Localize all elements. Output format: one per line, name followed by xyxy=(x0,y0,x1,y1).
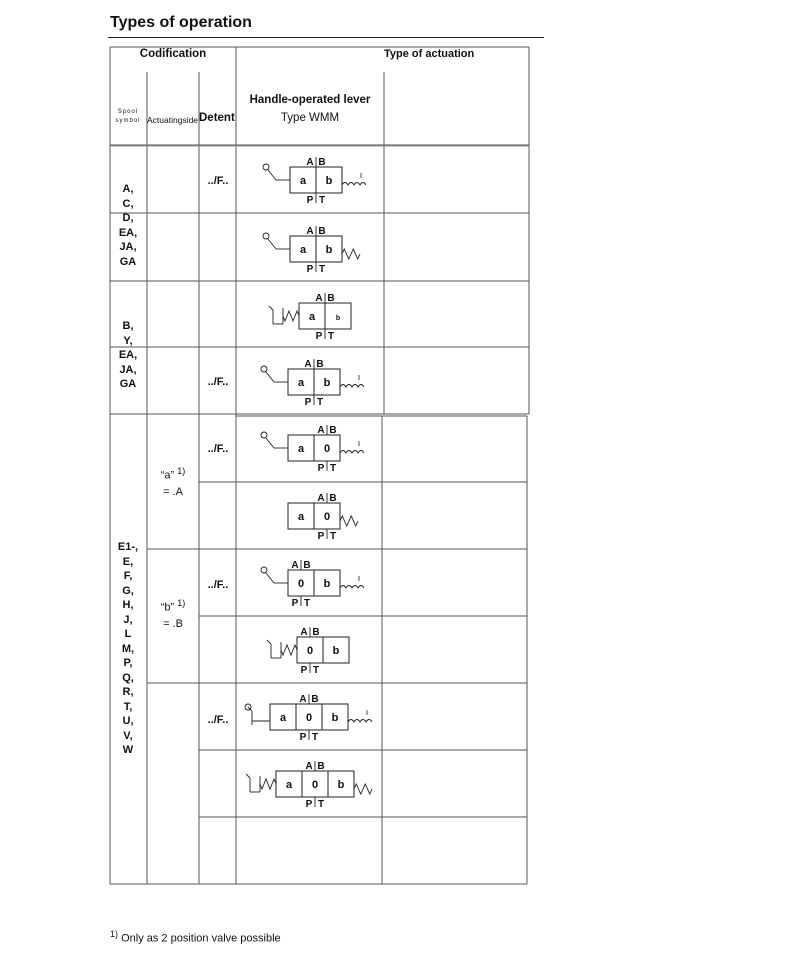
spring-icon xyxy=(342,249,360,259)
port-p: P xyxy=(317,463,325,474)
valve-symbol-1 xyxy=(263,157,366,206)
spool-symbol: JA, xyxy=(119,241,137,253)
footnote xyxy=(110,929,281,945)
port-a: A xyxy=(291,560,299,571)
spool-symbol: M, xyxy=(121,642,135,655)
port-t: T xyxy=(316,397,324,408)
port-t: T xyxy=(318,264,326,275)
side-b-footnote-mark: 1) xyxy=(177,598,186,608)
port-t: T xyxy=(318,195,326,206)
spring-icon xyxy=(340,516,358,526)
port-b: B xyxy=(311,694,319,705)
port-t: T xyxy=(303,598,311,609)
valve-cell-label: a xyxy=(299,244,307,256)
spool-symbol: P, xyxy=(123,657,133,669)
lever-column-type: Type WMM xyxy=(280,112,340,124)
lever-knob-icon xyxy=(263,233,269,239)
port-t: T xyxy=(311,732,319,743)
footnote-text: Only as 2 position valve possible xyxy=(121,932,281,945)
type-of-actuation-header: Type of actuation xyxy=(384,48,475,60)
port-p: P xyxy=(315,331,323,342)
valve-cell-label: a xyxy=(299,175,307,187)
detent-icon xyxy=(340,451,364,454)
side-a-footnote-mark: 1) xyxy=(177,466,186,476)
actuating-side-header: Actuatingside xyxy=(147,115,199,125)
valve-cell-label: 0 xyxy=(323,443,331,455)
spool-symbol-header: Spool symbol xyxy=(115,109,141,124)
port-p: P xyxy=(299,732,307,743)
spool-symbol: H, xyxy=(122,599,134,611)
valve-symbol-4 xyxy=(261,359,364,408)
detent-row-9: ../F.. xyxy=(207,714,229,726)
lever-knob-icon xyxy=(261,567,267,573)
valve-symbol-3 xyxy=(269,293,351,342)
valve-cell-label: a xyxy=(308,311,316,323)
spring-icon xyxy=(281,645,297,655)
valve-symbol-10 xyxy=(246,761,372,810)
valve-symbol-8 xyxy=(267,627,349,676)
port-a: A xyxy=(305,761,313,772)
spool-symbol: T, xyxy=(123,700,133,713)
side-b-code: = .B xyxy=(163,617,183,630)
spool-symbol: Q, xyxy=(122,671,134,684)
port-t: T xyxy=(317,799,325,810)
valve-cell-label: 0 xyxy=(305,712,313,724)
side-b-label: “b” xyxy=(160,601,175,614)
valve-symbol-7 xyxy=(261,560,364,609)
spool-symbol: R, xyxy=(122,686,134,698)
port-p: P xyxy=(317,531,325,542)
valve-cell-label: 0 xyxy=(311,779,319,791)
port-b: B xyxy=(303,560,311,571)
detent-row-4: ../F.. xyxy=(207,376,229,388)
port-t: T xyxy=(329,531,337,542)
port-a: A xyxy=(304,359,312,370)
port-a: A xyxy=(300,627,308,638)
port-b: B xyxy=(317,761,325,772)
spool-symbol: EA, xyxy=(118,349,138,361)
spring-icon xyxy=(354,784,372,794)
valve-cell-label: a xyxy=(297,443,305,455)
valve-cell-label: 0 xyxy=(297,578,305,590)
valve-symbol-5 xyxy=(261,425,364,474)
valve-cell-label: b xyxy=(331,712,339,724)
spool-symbol: U, xyxy=(122,715,134,727)
port-b: B xyxy=(312,627,320,638)
valve-cell-label: b xyxy=(325,175,333,187)
spool-symbol: F, xyxy=(123,570,133,582)
port-p: P xyxy=(306,264,314,275)
valve-cell-label: a xyxy=(297,511,305,523)
detent-row-5: ../F.. xyxy=(207,443,229,455)
detent-icon xyxy=(340,385,364,388)
port-a: A xyxy=(317,493,325,504)
spool-symbol: EA, xyxy=(118,226,138,239)
detent-header: Detent xyxy=(199,112,235,124)
spool-symbol: D, xyxy=(122,212,134,224)
detent-icon xyxy=(340,586,364,589)
port-b: B xyxy=(329,425,337,436)
port-b: B xyxy=(329,493,337,504)
detent-row-7: ../F.. xyxy=(207,579,229,591)
valve-cell-label: b xyxy=(335,315,341,322)
spool-symbol: W xyxy=(122,744,134,756)
port-a: A xyxy=(299,694,307,705)
spring-icon xyxy=(260,779,276,789)
spool-symbol: V, xyxy=(123,729,133,742)
valve-cell-label: b xyxy=(337,779,345,791)
port-b: B xyxy=(327,293,335,304)
port-p: P xyxy=(306,195,314,206)
valve-symbol-2 xyxy=(263,226,360,275)
side-a-label: “a” xyxy=(160,469,175,482)
port-p: P xyxy=(304,397,312,408)
detent-icon xyxy=(342,183,366,186)
valve-cell-label: b xyxy=(332,645,340,657)
side-a-code: = .A xyxy=(163,485,183,498)
port-a: A xyxy=(315,293,323,304)
valve-cell-label: b xyxy=(325,244,333,256)
spool-symbol: L xyxy=(124,628,132,640)
spool-symbol: GA xyxy=(119,255,137,268)
valve-symbol-9 xyxy=(245,694,372,743)
port-a: A xyxy=(317,425,325,436)
port-t: T xyxy=(329,463,337,474)
valve-cell-label: 0 xyxy=(323,511,331,523)
port-p: P xyxy=(305,799,313,810)
detent-row-1: ../F.. xyxy=(207,175,229,187)
codification-header: Codification xyxy=(139,48,207,60)
spring-icon xyxy=(283,311,299,321)
spool-symbol: J, xyxy=(123,613,133,626)
lever-knob-icon xyxy=(261,432,267,438)
page-title: Types of operation xyxy=(110,14,252,31)
valve-symbol-6 xyxy=(288,493,358,542)
valve-cell-label: b xyxy=(323,377,331,389)
port-a: A xyxy=(306,226,314,237)
port-p: P xyxy=(291,598,299,609)
port-t: T xyxy=(327,331,335,342)
spool-symbol: JA, xyxy=(119,363,137,376)
detent-icon xyxy=(348,720,372,723)
port-b: B xyxy=(316,359,324,370)
spool-symbol: A, xyxy=(122,183,134,195)
valve-cell-label: a xyxy=(285,779,293,791)
spool-symbol: B, xyxy=(122,320,134,332)
spool-symbol: E, xyxy=(122,555,134,568)
valve-cell-label: 0 xyxy=(306,645,314,657)
port-t: T xyxy=(312,665,320,676)
port-p: P xyxy=(300,665,308,676)
port-b: B xyxy=(318,157,326,168)
spool-symbol: C, xyxy=(122,197,134,210)
valve-cell-label: b xyxy=(323,578,331,590)
footnote-mark: 1) xyxy=(110,929,119,939)
spool-symbol: GA xyxy=(119,378,137,390)
valve-cell-label: a xyxy=(279,712,287,724)
spool-symbol: E1-, xyxy=(117,541,139,553)
port-a: A xyxy=(306,157,314,168)
valve-cell-label: a xyxy=(297,377,305,389)
spool-symbol: Y, xyxy=(123,334,133,347)
lever-knob-icon xyxy=(263,164,269,170)
port-b: B xyxy=(318,226,326,237)
lever-knob-icon xyxy=(261,366,267,372)
spool-symbol: G, xyxy=(122,584,134,597)
lever-column-title: Handle-operated lever xyxy=(249,94,371,106)
